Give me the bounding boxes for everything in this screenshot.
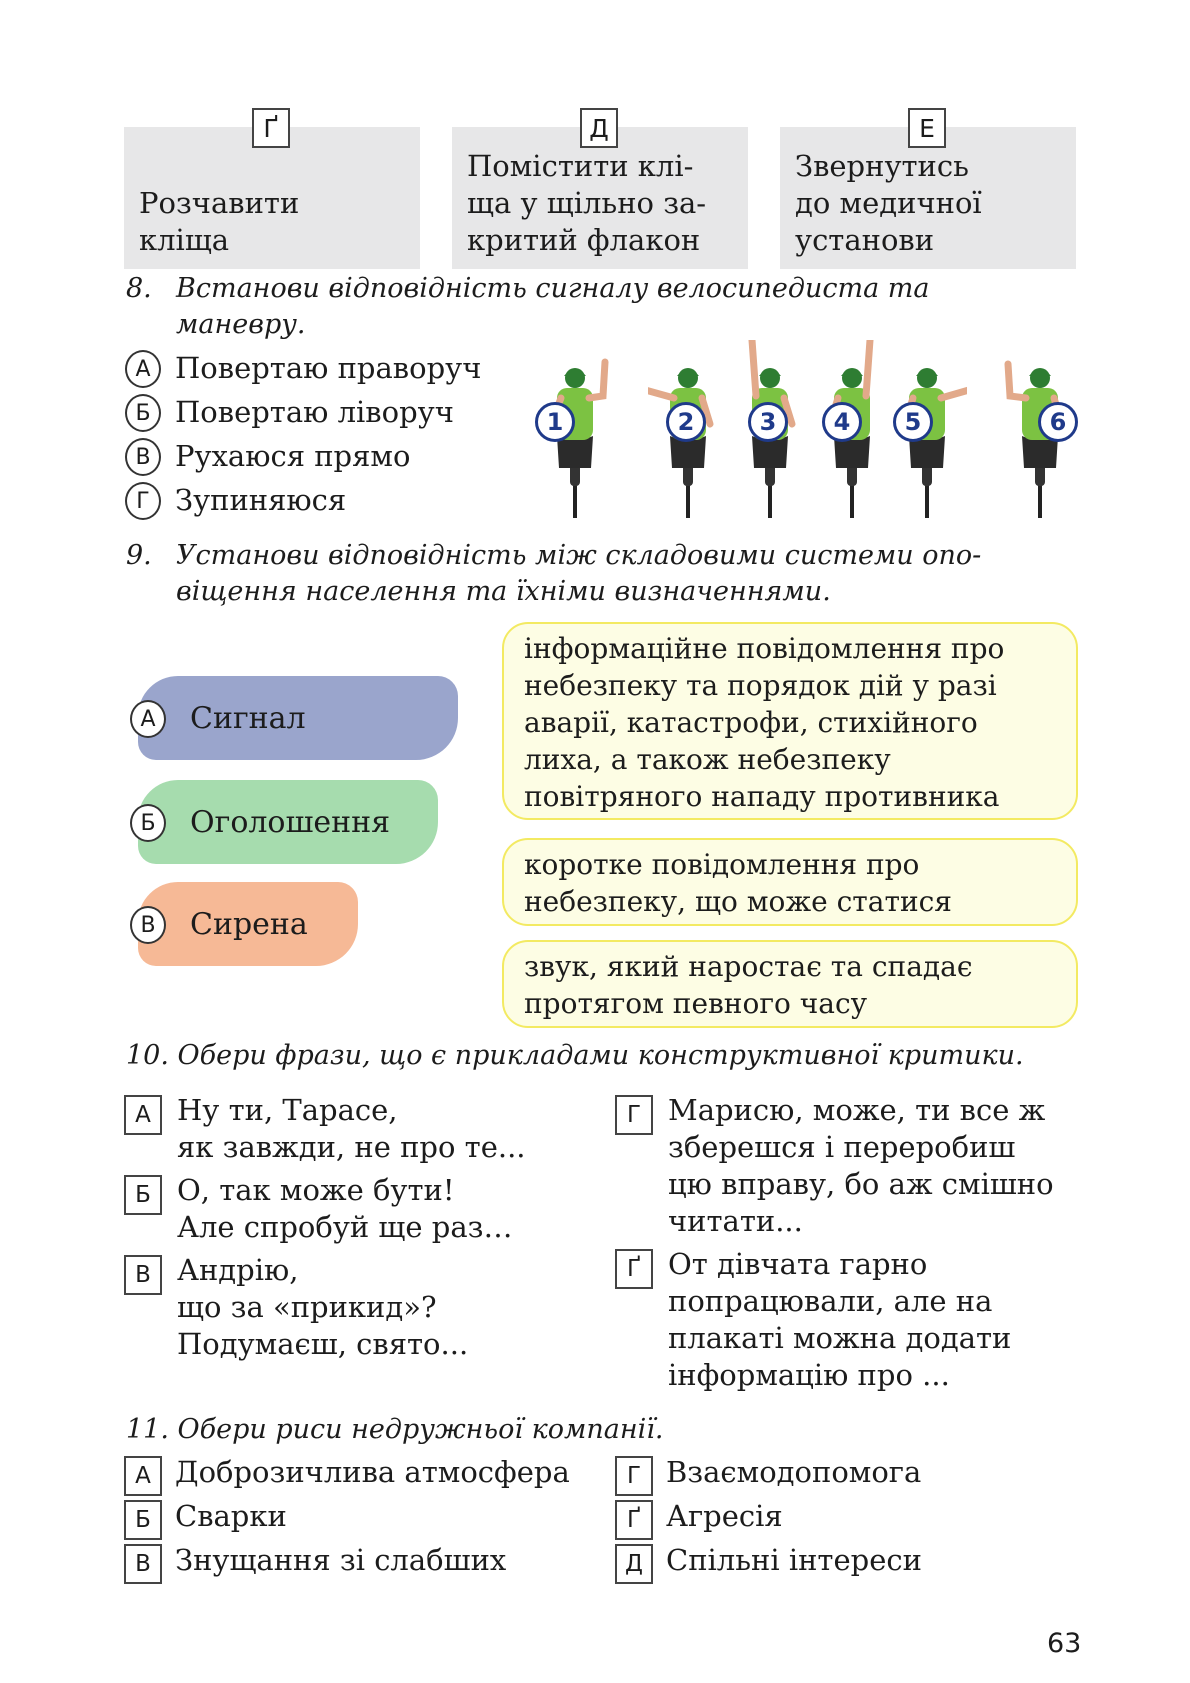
option-letter-a: А — [124, 1095, 162, 1135]
page-number: 63 — [1047, 1628, 1082, 1659]
option-text: От дівчата гарно попрацювали, але на плакаті можна додати інформацію про ... — [668, 1247, 1012, 1392]
cyclist-3 — [730, 340, 810, 520]
card-text: Розчавити кліща — [139, 186, 300, 257]
option-letter-d: Д — [615, 1544, 653, 1584]
cyclist-1 — [535, 340, 615, 520]
task-text: Установи відповідність між складовими системи опо- віщення населення та їхніми визначеннями. — [176, 540, 982, 607]
cyclist-number: 3 — [748, 402, 788, 442]
cyclist-4 — [812, 340, 892, 520]
term-letter-v: В — [130, 906, 166, 944]
letter-badge: Е — [908, 108, 946, 148]
answer-card-d — [452, 113, 748, 269]
term-letter-b: Б — [130, 804, 166, 842]
task-11-heading — [126, 1412, 1086, 1448]
term-signal: Сигнал — [190, 701, 306, 736]
task-text: 10. Обери фрази, що є прикладами конструктивної критики. — [126, 1040, 1024, 1071]
task-number: 9. — [126, 540, 152, 571]
cyclist-number: 1 — [535, 402, 575, 442]
cyclist-2 — [648, 340, 728, 520]
option-text: Зупиняюся — [175, 483, 347, 517]
task-text: 11. Обери риси недружньої компанії. — [126, 1414, 664, 1445]
option-text: Андрію, що за «прикид»? Подумаєш, свято... — [177, 1253, 469, 1361]
answer-card-g — [124, 113, 420, 269]
option-text: Ну ти, Тарасе, як завжди, не про те... — [177, 1093, 526, 1164]
term-letter-a: А — [130, 700, 166, 738]
option-letter-g: Г — [615, 1095, 653, 1135]
option-letter-g: Г — [125, 482, 161, 520]
option-letter-v: В — [124, 1255, 162, 1295]
option-letter-gg: Ґ — [615, 1249, 653, 1289]
option-text: Сварки — [175, 1499, 287, 1533]
letter-badge: Д — [580, 108, 618, 148]
task-text: Встанови відповідність сигналу велосипедиста та маневру. — [176, 273, 930, 340]
letter-badge: Ґ — [252, 108, 290, 148]
option-text: Марисю, може, ти все ж зберешся і переробиш цю вправу, бо аж смішно читати... — [668, 1093, 1054, 1238]
cyclist-5 — [887, 340, 967, 520]
option-text: Спільні інтереси — [666, 1543, 922, 1577]
option-letter-v: В — [125, 438, 161, 476]
task-9-heading — [126, 538, 1086, 610]
option-text: Доброзичлива атмосфера — [175, 1455, 570, 1489]
option-text: Повертаю праворуч — [175, 351, 482, 385]
cyclist-number: 4 — [822, 402, 862, 442]
card-text: Помістити клі- ща у щільно за- критий флакон — [467, 149, 707, 257]
task-8-heading — [126, 271, 1086, 343]
cyclist-number: 5 — [893, 402, 933, 442]
definition-box-3: звук, який наростає та спадає протягом певного часу — [502, 940, 1078, 1028]
term-announcement: Оголошення — [190, 805, 391, 840]
option-letter-a: А — [125, 350, 161, 388]
cyclist-number: 6 — [1038, 402, 1078, 442]
option-text: Знущання зі слабших — [175, 1543, 507, 1577]
cyclist-6 — [1000, 340, 1080, 520]
option-text: О, так може бути! Але спробуй ще раз… — [177, 1173, 513, 1244]
definition-box-1: інформаційне повідомлення про небезпеку та порядок дій у разі аварії, катастрофи, стихійного лиха, а також небезпеку повітряного нападу противника — [502, 622, 1078, 820]
task-number: 8. — [126, 273, 152, 304]
option-letter-gg: Ґ — [615, 1500, 653, 1540]
option-letter-a: А — [124, 1456, 162, 1496]
term-siren: Сирена — [190, 907, 308, 942]
option-text: Агресія — [666, 1499, 783, 1533]
option-text: Взаємодопомога — [666, 1455, 922, 1489]
option-letter-b: Б — [125, 394, 161, 432]
cyclist-number: 2 — [666, 402, 706, 442]
card-text: Звернутись до медичної установи — [795, 149, 982, 257]
option-letter-b: Б — [124, 1175, 162, 1215]
definition-box-2: коротке повідомлення про небезпеку, що може статися — [502, 838, 1078, 926]
task-10-heading — [126, 1038, 1086, 1074]
option-letter-g: Г — [615, 1456, 653, 1496]
option-text: Рухаюся прямо — [175, 439, 411, 473]
option-text: Повертаю ліворуч — [175, 395, 454, 429]
answer-card-e — [780, 113, 1076, 269]
option-letter-v: В — [124, 1544, 162, 1584]
option-letter-b: Б — [124, 1500, 162, 1540]
